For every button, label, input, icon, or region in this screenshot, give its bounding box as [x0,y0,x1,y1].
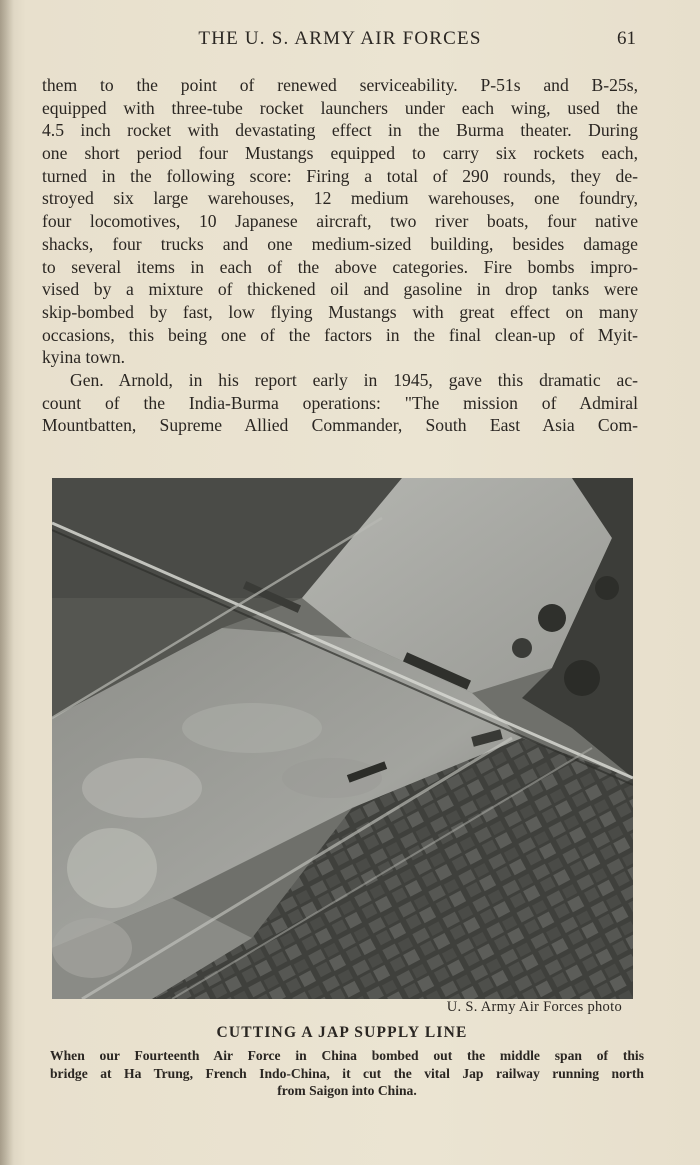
caption-line: from Saigon into China. [277,1083,417,1098]
running-head [40,28,640,54]
page-number: 61 [617,28,636,49]
running-head-title: THE U. S. ARMY AIR FORCES [198,28,482,49]
body-line: 4.5 inch rocket with devastating effect in the Burma theater. During [42,120,638,141]
aerial-bridge-photo [52,478,633,999]
body-line: turned in the following score: Firing a total of 290 rounds, they de- [42,165,638,186]
body-line: Mountbatten, Supreme Allied Commander, South East Asia Com- [42,415,638,436]
body-line: stroyed six large warehouses, 12 medium warehouses, one foundry, [42,188,638,209]
aerial-photo-illustration [52,478,633,999]
body-line: four locomotives, 10 Japanese aircraft, two river boats, four native [42,211,638,232]
caption-title: CUTTING A JAP SUPPLY LINE [216,1024,468,1041]
body-line: kyina town. [42,347,126,368]
body-line: shacks, four trucks and one medium-sized building, besides damage [42,233,638,254]
body-line: vised by a mixture of thickened oil and gasoline in drop tanks were [42,279,638,300]
body-line: count of the India-Burma operations: "The mission of Admiral [42,392,638,413]
photo-credit: U. S. Army Air Forces photo [446,999,622,1015]
body-line: to several items in each of the above categories. Fire bombs impro- [42,256,638,277]
page-gutter-shadow [0,0,14,1165]
body-line: equipped with three-tube rocket launchers under each wing, used the [42,97,638,118]
body-text [42,74,638,437]
body-line: Gen. Arnold, in his report early in 1945, gave this dramatic ac- [70,369,638,390]
caption-line: When our Fourteenth Air Force in China bombed out the middle span of this [50,1048,644,1063]
body-line: occasions, this being one of the factors in the final clean-up of Myit- [42,324,638,345]
body-line: them to the point of renewed serviceability. P-51s and B-25s, [42,75,638,95]
caption-line: bridge at Ha Trung, French Indo-China, it cut the vital Jap railway running north [50,1065,644,1081]
body-line: one short period four Mustangs equipped to carry six rockets each, [42,143,638,164]
caption-text [50,1047,644,1100]
body-line: skip-bombed by fast, low flying Mustangs with great effect on many [42,301,638,322]
